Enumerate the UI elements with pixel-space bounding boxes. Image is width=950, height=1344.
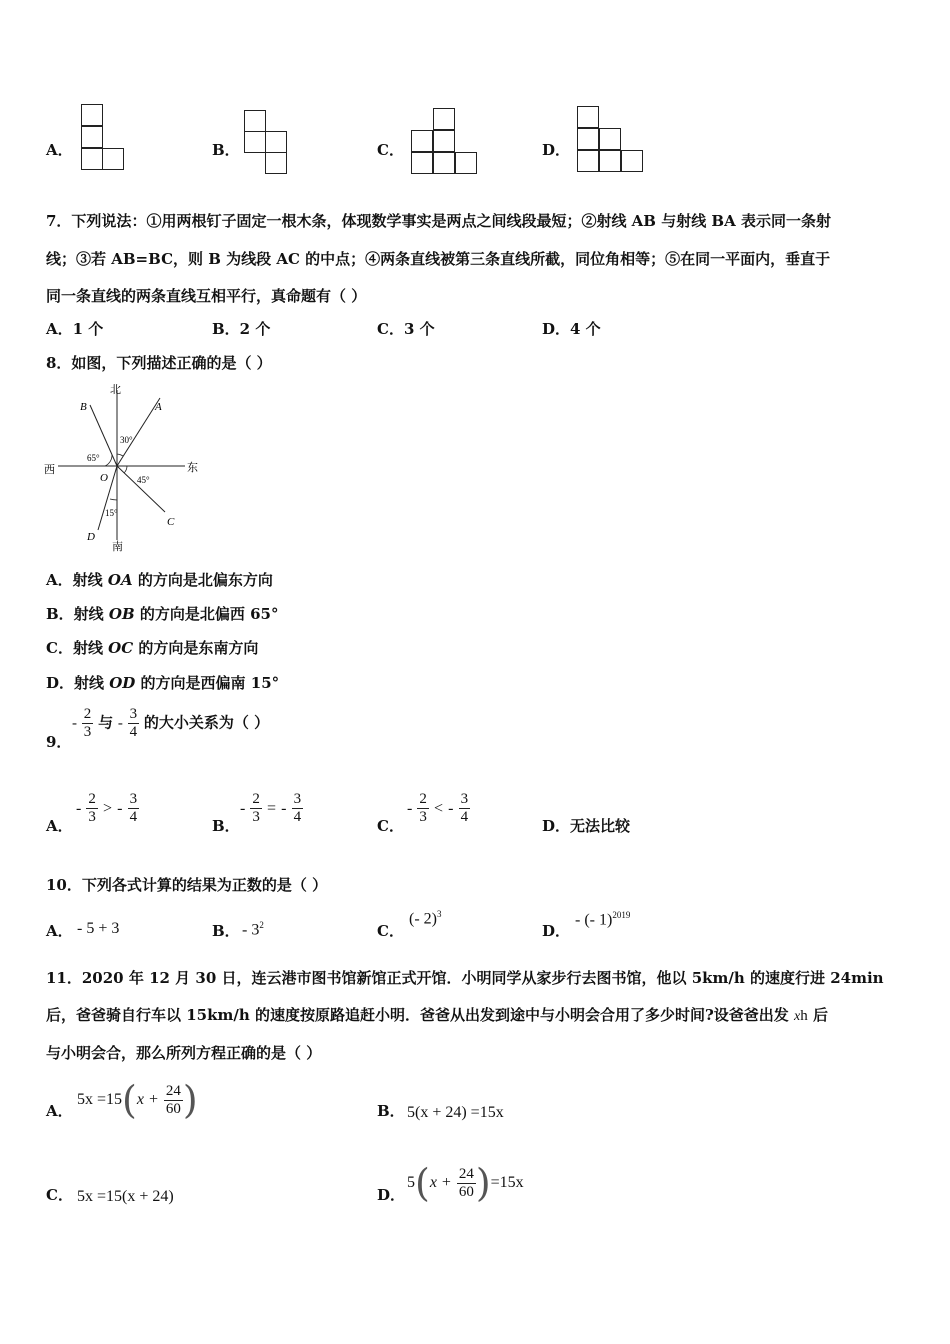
q10-option-d-expression: - (- 1)$^{2019}$: [575, 910, 631, 929]
q11-stem-line-1: 11．2020 年 12 月 30 日，连云港市图书馆新馆正式开馆．小明同学从家步行去图书馆，他以 5km/h 的速度行进 24min: [46, 969, 884, 987]
q7-option-c: C．3 个: [377, 320, 435, 338]
point-o-label: O: [100, 472, 108, 484]
q10-option-b-label: B．: [212, 922, 240, 940]
q11-option-a-expression: 5x =15(x + $\frac{24}{60}$ ): [77, 1078, 198, 1122]
q11-option-d-expression: 5(x + $\frac{24}{60}$ )=15x: [407, 1161, 524, 1205]
q10-stem: 10．下列各式计算的结果为正数的是（ ）: [46, 876, 328, 894]
q7-option-d: D．4 个: [542, 320, 601, 338]
q8-option-d: D．射线 OD 的方向是西偏南 15°: [46, 674, 280, 692]
east-label: 东: [187, 462, 198, 474]
q8-option-b: B．射线 OB 的方向是北偏西 65°: [46, 605, 279, 623]
q11-option-b-expression: 5(x + 24) =15x: [407, 1104, 504, 1121]
angle-arc-b: [105, 455, 112, 466]
angle-arc-a: [117, 454, 123, 456]
q9-number: 9．: [46, 733, 72, 751]
q9-option-c-label: C．: [377, 817, 404, 835]
q11-option-d-label: D．: [377, 1186, 406, 1204]
q10-option-a-expression: - 5 + 3: [77, 920, 120, 937]
angle-15-label: 15°: [105, 508, 118, 518]
point-a-label: A: [155, 401, 162, 413]
q10-option-a-label: A．: [46, 922, 73, 940]
point-b-label: B: [80, 401, 87, 413]
q9-option-c-expression: - $\frac{2}{3}$ < - $\frac{3}{4}$: [407, 791, 469, 825]
q6-option-a-label: A．: [46, 141, 73, 159]
angle-45-label: 45°: [137, 475, 150, 485]
q11-stem-line-3: 与小明会合，那么所列方程正确的是（ ）: [46, 1044, 322, 1062]
q7-stem-line-3: 同一条直线的两条直线互相平行，真命题有（ ）: [46, 287, 367, 305]
angle-30-label: 30°: [120, 435, 133, 445]
q9-option-b-label: B．: [212, 817, 240, 835]
q9-option-d: D．无法比较: [542, 817, 631, 835]
q8-compass-figure: [40, 380, 210, 555]
angle-arc-c: [124, 466, 127, 473]
point-c-label: C: [167, 516, 175, 528]
north-label: 北: [110, 384, 121, 396]
q8-option-c: C．射线 OC 的方向是东南方向: [46, 639, 259, 657]
q10-option-b-expression: - $3^2$: [242, 920, 264, 939]
q11-option-b-label: B．: [377, 1102, 405, 1120]
q7-option-b: B．2 个: [212, 320, 271, 338]
q7-stem-line-2: 线；③若 AB=BC，则 B 为线段 AC 的中点；④两条直线被第三条直线所截，同位角相等；⑤在同一平面内，垂直于: [46, 250, 831, 268]
q10-option-c-expression: (- 2)$^3$: [409, 909, 442, 928]
west-label: 西: [44, 464, 55, 476]
q8-stem: 8．如图，下列描述正确的是（ ）: [46, 354, 272, 372]
point-d-label: D: [87, 531, 95, 543]
q10-option-d-label: D．: [542, 922, 571, 940]
q11-stem-line-2: 后，爸爸骑自行车以 15km/h 的速度按原路追赶小明．爸爸从出发到途中与小明会合用了多少时间?设爸爸出发 xh 后: [46, 1006, 828, 1024]
q9-stem-expression: - $\frac{2}{3}$ 与 - $\frac{3}{4}$ 的大小关系为（ ）: [72, 706, 270, 740]
q6-option-b-label: B．: [212, 141, 240, 159]
q6-option-d-label: D．: [542, 141, 571, 159]
q11-option-c-label: C．: [46, 1186, 73, 1204]
angle-65-label: 65°: [87, 453, 100, 463]
q7-stem-line-1: 7．下列说法：①用两根钉子固定一根木条，体现数学事实是两点之间线段最短；②射线 AB 与射线 BA 表示同一条射: [46, 212, 831, 230]
q11-option-c-expression: 5x =15(x + 24): [77, 1188, 174, 1205]
q9-option-b-expression: - $\frac{2}{3}$ = - $\frac{3}{4}$: [240, 791, 302, 825]
q10-option-c-label: C．: [377, 922, 404, 940]
q9-option-a-expression: - $\frac{2}{3}$ > - $\frac{3}{4}$: [76, 791, 138, 825]
q9-option-a-label: A．: [46, 817, 73, 835]
angle-arc-d: [110, 499, 117, 500]
q6-option-c-label: C．: [377, 141, 404, 159]
q11-option-a-label: A．: [46, 1102, 73, 1120]
q7-option-a: A．1 个: [46, 320, 104, 338]
q8-option-a: A．射线 OA 的方向是北偏东方向: [46, 571, 273, 589]
south-label: 南: [112, 541, 123, 553]
ray-oa: [117, 398, 160, 466]
